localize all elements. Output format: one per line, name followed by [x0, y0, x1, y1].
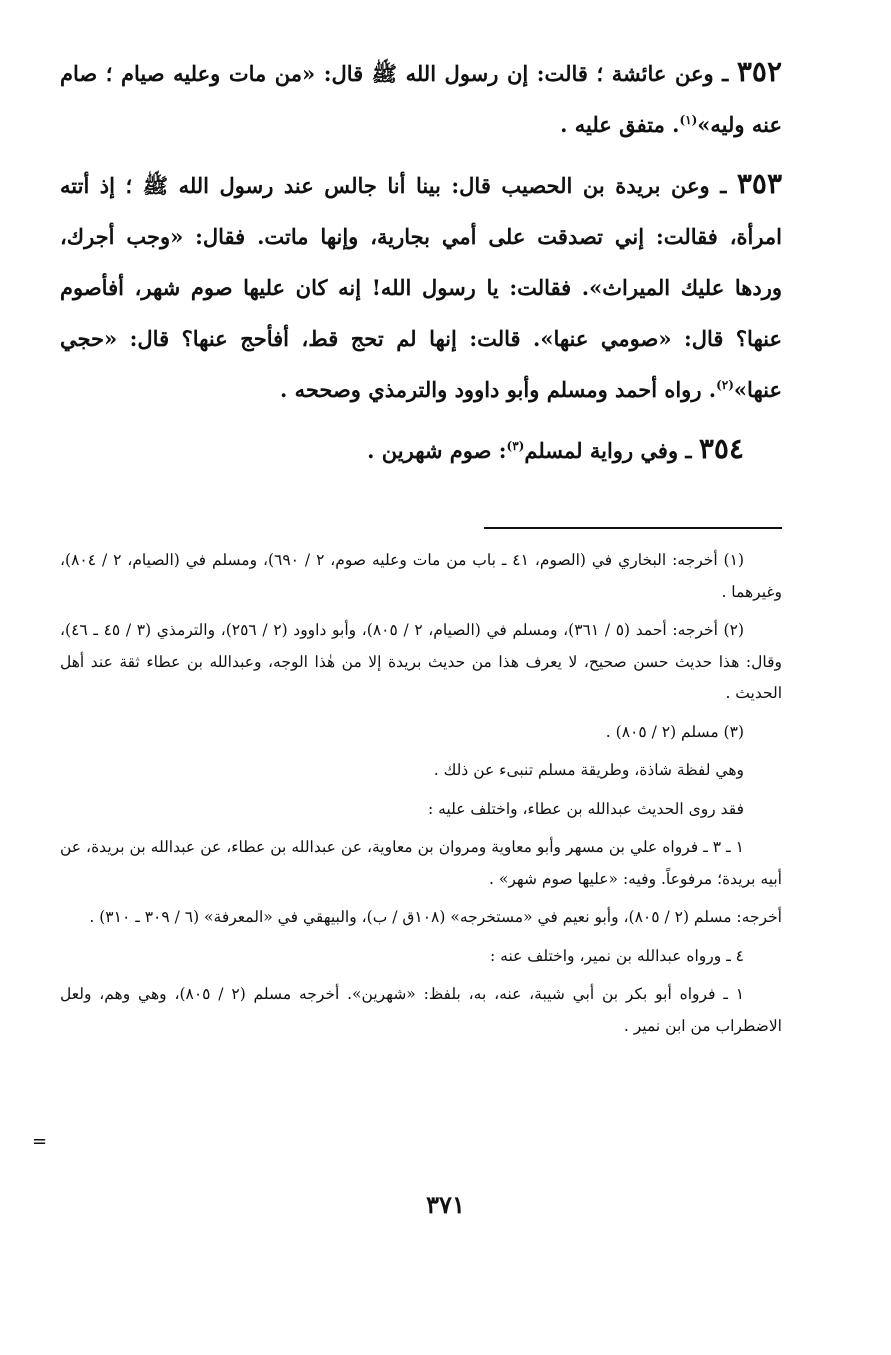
- footnote-3: (٣) مسلم (٢ / ٨٠٥) .: [605, 722, 744, 741]
- footnote-ref: (١): [679, 113, 698, 127]
- hadith-text-end: . متفق عليه .: [560, 112, 680, 137]
- footnote-note: ١ ـ فرواه أبو بكر بن أبي شيبة، عنه، به، بلفظ: «شهرين». أخرجه مسلم (٢ / ٨٠٥)، وهي وهم، ولعل الاضطراب من ابن نمير .: [60, 985, 782, 1035]
- footnote-2: (٢) أخرجه: أحمد (٥ / ٣٦١)، ومسلم في (الصيام، ٢ / ٨٠٥)، وأبو داوود (٢ / ٢٥٦)، والترمذي (٣ / ٤٥ ـ ٤٦)، وقال: هذا حديث حسن صحيح، لا يعرف هذا من حديث بريدة إلا من هٰذا الوجه، وعبدالله بن عطاء ثقة عند أهل الحديث .: [60, 621, 782, 702]
- hadith-text: ـ وعن عائشة ؛ قالت: إن رسول الله ﷺ قال: «من مات وعليه صيام ؛ صام عنه وليه»: [60, 61, 782, 137]
- footnotes: [60, 545, 782, 1049]
- hadith-text: ـ وفي رواية لمسلم: [524, 438, 699, 463]
- footnote-note: ١ ـ ٣ ـ فرواه علي بن مسهر وأبو معاوية ومروان بن معاوية، عن عبدالله بن عطاء، عن عبدالله بن بريدة، عن أبيه بريدة؛ مرفوعاً. وفيه: «عليها صوم شهر» .: [60, 838, 782, 888]
- hadith-number: ٣٥٤: [698, 432, 744, 465]
- hadith-text: ـ وعن بريدة بن الحصيب قال: بينا أنا جالس عند رسول الله ﷺ ؛ إذ أتته امرأة، فقالت: إني تصدقت على أمي بجارية، وإنها ماتت. فقال: «وجب أجرك، وردها عليك الميراث». فقالت: يا رسول الله! إنه كان عليها صوم شهر، أفأصوم عنها؟ قال: «صومي عنها». قالت: إنها لم تحج قط، أفأحج عنها؟ قال: «حجي عنها»: [60, 173, 782, 402]
- hadith-text-end: : صوم شهرين .: [367, 438, 507, 463]
- hadith-number: ٣٥٢: [736, 55, 782, 88]
- footnote-1: (١) أخرجه: البخاري في (الصوم، ٤١ ـ باب من مات وعليه صوم، ٢ / ٦٩٠)، ومسلم في (الصيام، ٢ / ٨٠٤)، وغيرهما .: [60, 551, 782, 601]
- footnote-ref: (٣): [506, 439, 525, 453]
- page-number: ٣٧١: [426, 1190, 465, 1219]
- hadith-353: [60, 158, 782, 415]
- footnote-ref: (٢): [716, 378, 734, 392]
- footnote-separator: [484, 527, 782, 529]
- hadith-354: [60, 423, 782, 476]
- footnote-note: فقد روى الحديث عبدالله بن عطاء، واختلف عليه :: [427, 799, 744, 818]
- footnote-note: ٤ ـ ورواه عبدالله بن نمير، واختلف عنه :: [489, 946, 744, 965]
- hadith-number: ٣٥٣: [736, 167, 782, 200]
- hadith-text-end: . رواه أحمد ومسلم وأبو داوود والترمذي وصححه .: [279, 377, 717, 402]
- footnote-note: أخرجه: مسلم (٢ / ٨٠٥)، وأبو نعيم في «مستخرجه» (١٠٨ق / ب)، والبيهقي في «المعرفة» (٦ / ٣٠٩ ـ ٣١٠) .: [89, 908, 782, 926]
- main-text: [60, 46, 782, 484]
- hadith-352: [60, 46, 782, 150]
- margin-mark: =: [32, 1131, 48, 1152]
- footnote-note: وهي لفظة شاذة، وطريقة مسلم تنبىء عن ذلك .: [433, 761, 744, 779]
